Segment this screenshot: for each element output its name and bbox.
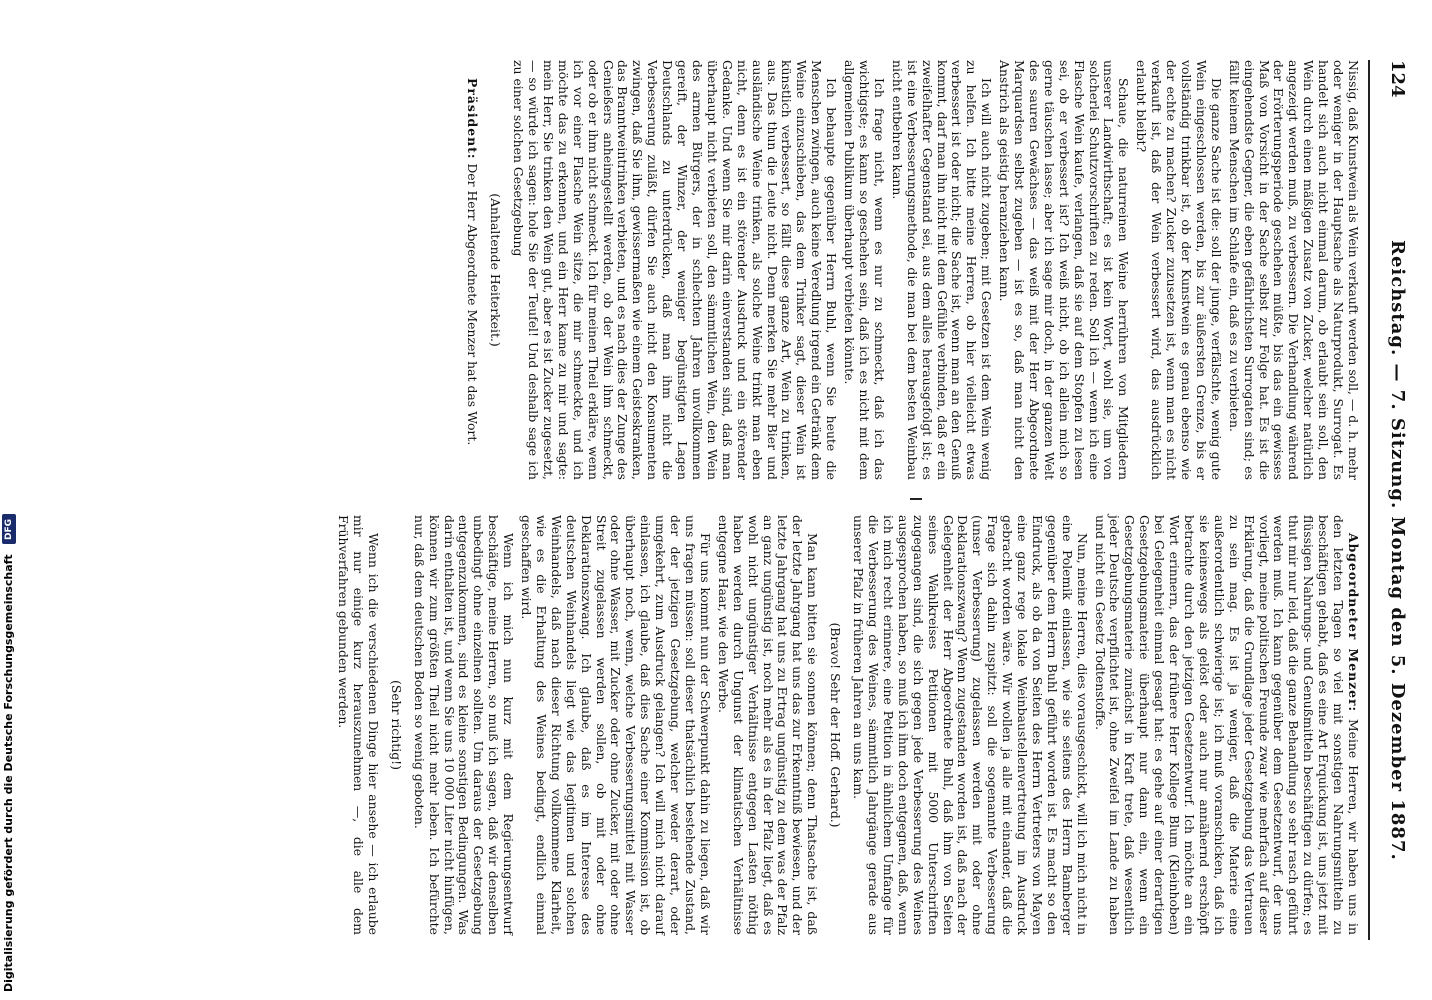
reaction-note: (Bravo! Sehr der Hoff. Gerhard.) bbox=[828, 622, 844, 828]
right-paragraph: Wenn ich die verschiedenen Dinge hier ansehe — ich erlaube mir nur einige kurz herauszunehmen —, die alle dem Frühverfahren gebunden werden. bbox=[336, 515, 381, 935]
reaction-note: (Sehr richtig!) bbox=[388, 680, 404, 770]
right-paragraph: Man kann bitten sie sonnen können; denn Thatsache ist, daß der letzte Jahrgang hat uns das zur Erkenntniß bewiesen, und der letzte Jahrgang hat uns zu Ertrag ungünstig zu dem was der Pfalz an ganz ungünstig ist, noch mehr als es in der Pfalz liegt, daß es wohl nicht ungünstiger Verhältnisse entgegen Lasten nöthig haben werden durch Ungunst der klimatischen Verhältnisse entgegne Haar, wie den Werbe. bbox=[715, 515, 821, 935]
speaker-paragraph bbox=[1092, 515, 1360, 935]
left-paragraph: Die ganze Sache ist die: soll der junge, verfälschte, wenig gute Wein eingeschlossen werden, bis zur äußersten Grenze, bis er vollständig trinkbar ist, ob der Kunstwein es genau ebenso wie der echte zu machen? Zucker zuzusetzen ist, wenn man es nicht verkauft ist, daß der Wein verbessert wird, das ausdrücklich erlaubt bleibt? bbox=[1134, 60, 1224, 480]
right-column bbox=[110, 515, 1360, 935]
credit-text: Digitalisierung gefördert durch die Deutsche Forschungsgemeinschaft bbox=[2, 554, 15, 992]
left-paragraph: Ich frage nicht, wenn es nur zu schmeckt, daß ich das wichtigste; es kann so geschehen sein, daß ich es nicht mit dem allgemeinen Publikum überhaupt verbieten könnte. bbox=[842, 60, 887, 480]
page-number: 124 bbox=[1387, 60, 1408, 98]
speaker-label: Präsident: bbox=[465, 78, 481, 160]
left-paragraph: Nissig, daß Kunstwein als Wein verkauft werden soll, — d. h. mehr oder weniger in der Hauptsache als Naturprodukt, Surrogat. Es handelt sich auch nicht einmal darum, ob erlaubt sein soll, den Wein durch einen mäßigen Zusatz von Zucker, welcher natürlich angezeigt werden muß, zu verbessern. Die Verhandlung während der Erörterungsperiode geschehen müßte, bis das ein gewisses Maß von Vorsicht in der Sache selbst zur Folge hat. Es ist die eingehendste Gegner, die eben gefährlichsten Surrogaten sind; es fällt keinem Menschen im Schlafe ein, daß es zu verbieten. bbox=[1226, 60, 1361, 480]
left-paragraph: Ich behaupte gegenüber Herrn Buhl, wenn Sie heute die Menschen zwingen, auch keine Veredlung irgend ein Getränk dem Weine einzuschieben, das dem Trinker sagt, dieser Wein ist künstlich verbessert, so fällt diese ganze Art, Wein zu trinken, aus. Das thun die Leute nicht. Denn merken Sie mehr Bier und ausländische Weine trinken, als solche Weine trinkt man eben nicht, denn es ist ein störender Ausdruck und ein störender Gedanke. Und wenn Sie mir darin einverstanden sind, daß man überhaupt nicht verbieten soll, den sämmtlichen Wein, den Wein des armen Bürgers, der in schlechten Jahren unvollkommen gereift, der Winzer, der weniger begünstigten Lagen Deutschlands zu unterdrücken, daß man ihm nicht die Verbesserung zuläßt, dürfen Sie auch nicht den Konsumenten zwingen, daß Sie ihm, gewissermaßen wie einem Geisteskranken, das Branntweintrinken verbieten, und es nach dies der Zunge des Genießers anheimgestellt werden, ob der Wein ihm schmeckt, oder ob er ihm nicht schmeckt. Ich für meinen Theil erkläre, wenn ich vor einer Flasche Wein sitze, die mir schmeckte, und ich möchte das zu erkennen, und ein Herr kame zu mir und sagte: mein Herr, Sie trinken den Wein gut, aber es ist Zucker zugesetzt, — so würde ich sagen: hole Sie der Teufel! Und deshalb sage ich zu einer solchen Gesetzgebung bbox=[511, 60, 840, 480]
left-paragraph: Schaue, die naturreinen Weine herrühren von Mitgliedern unserer Landwirthschaft; es ist kein Wort, wohl sie, um von solcherlei Schutzvorschriften zu reden. Soll ich — wenn ich eine Flasche Wein kaufe, verlangen, daß sie auf dem Stopfen zu lesen sei, ob er verbessert ist? Ich weiß nicht, ob ich allein mich so gerne täuschen lasse; aber ich sage mir doch, in der ganzen Welt des sauren Gewächses — das weiß mit der Herr Abgeordnete Marquardsen selbst zugeben — ist es so, daß man nicht den Anstrich als geistig heranziehen kann. bbox=[997, 60, 1132, 480]
running-title: Reichstag. — 7. Sitzung. Montag den 5. Dezember 1887. bbox=[1387, 240, 1408, 861]
right-paragraph: Meine Herren, wir haben uns in den letzten Tagen so viel mit sonstigen Nahrungsmitteln zu beschäftigen gehabt, daß es eine Art Erquickung ist, uns jetzt mit flüssigen Nahrungs- und Genußmitteln beschäftigen zu dürfen; es thut mir nur leid, daß die ganze Behandlung so sehr rasch geführt werden muß. Ich kann gegenüber dem Gesetzentwurf, der uns vorliegt, meine politischen Freunde zwar wie mehrfach auf dieser Erklärung, daß die Grundlage jeder Gesetzgebung das Vertrauen zu sein mag. Es ist ja weniger, daß die Materie eine außerordentlich schwierige ist; ich muß voranschicken, daß ich sie keineswegs als gelöst oder auch nur annähernd erschöpft betrachte durch den jetzigen Gesetzentwurf. Ich möchte an ein Wort erinnern, das der frühere Herr Kollege Blum (Kleinhoben) bei Gelegenheit einmal gesagt hat: es gehe auf einer derartigen Gesetzgebungsmaterie überhaupt nur dann ein, wenn ein Gesetzgebungsmaterie zunächst in Kraft trete, daß wesentlich jeder Deutsche verpflichtet ist, ohne Zweifel im Lande zu haben und nicht ein Gesetz Todtenstoffe. bbox=[1092, 515, 1361, 935]
left-column bbox=[110, 60, 1360, 480]
page-header bbox=[1368, 60, 1408, 940]
right-paragraph: Für uns kommt nun der Schwerpunkt dahin zu liegen, daß wir uns fragen müssen: soll dieser thatsächlich bestehende Zustand, der der jetzigen Gesetzgebung, welcher weder derart, oder umgekehrt, zum Ausdruck gelangen? Ich will mich nicht darauf einlassen, ich glaube, daß dies Sache einer Kommission ist, ob überhaupt noch, wenn, welche Verbesserungsmittel mit Wasser oder ohne Wasser, mit Zucker oder ohne Zucker, mit oder ohne Streit zugelassen werden sollen, ob mit oder ohne Deklarationszwang. Ich glaube, daß es im Interesse des deutschen Weinhandels liegt wie das legitimen und solchen Weinhandels, daß nach dieser Richtung vollkommene Klarheit, wie es die Erhaltung des Weines bedingt, endlich einmal geschaffen wird. bbox=[519, 515, 713, 935]
right-paragraph: Wenn ich mich nun kurz mit dem Regierungsentwurf beschäftige, meine Herren, so muß ich sagen, daß wir denselben unbedingt ohne einzelnen sollten. Um daraus der Gesetzgebung entgegenzukommen, sind es kleine sonstigen Bedingungen. Was darin enthalten ist, und wenn Sie uns 10 000 Liter nicht hinfügen, können wir zum größten Theil nicht mehr leben. Ich befürchte nur, daß dem deutschen Boden so wenig geboten. bbox=[411, 515, 517, 935]
president-paragraph bbox=[464, 60, 479, 480]
speaker-label: Abgeordneter Menzer: bbox=[1346, 533, 1361, 713]
right-paragraph: Nun, meine Herren, dies vorausgeschickt, will ich mich nicht in eine Polemik einlassen, wie sie seitens des Herrn Bamberger gegenüber dem Herrn Buhl geführt worden ist. Es macht so den Eindruck, als ob da von Seiten des Herrn Vertreters von Mayen eine ganz rege lokale Weinbaustellenvertretung im Ausdruck gebracht worden wäre. Wir wollen ja alle mit einander, daß die Frage sich dahin zuspitzt: soll die sogenannte Verbesserung (unser Verbesserung) zugelassen werden mit oder ohne Deklarationszwang? Wenn zugestanden worden ist, daß nach der Gelegenheit der Herr Abgeordnete Buhl, daß ihm von Seiten seines Wahlkreises Petitionen mit 5000 Unterschriften zugegangen sind, die sich gegen jede Verbesserung des Weines ausgesprochen haben, so muß ich ihm doch entgegnen, daß, wenn ich mich recht erinnere, eine Petition in ähnlichem Umfange für die Verbesserung des Weines, sämmtlich Jahrgänge gerade aus unserer Pfalz in früheren Jahren an uns kam. bbox=[851, 515, 1090, 935]
dfg-logo-icon: DFG bbox=[2, 514, 16, 544]
column-divider bbox=[910, 498, 922, 500]
reaction-note: (Anhaltende Heiterkeit.) bbox=[488, 193, 504, 347]
left-paragraph: Ich will auch nicht zugeben; mit Gesetzen ist dem Wein wenig zu helfen. Ich bitte meine Herren, ob hier vielleicht etwas verbessert ist oder nicht; die Sache ist, wenn man an den Genuß kommt, darf man ihn nicht mit dem Gefühle verbinden, daß er ein zweifelhafter Gegenstand sei, aus dem alles herausgefolgt ist; es ist eine Verbesserungsmethode, die man bei dem besten Weinbau nicht entbehren kann. bbox=[889, 60, 995, 480]
president-text: Der Herr Abgeordnete Menzer hat das Wort. bbox=[465, 163, 481, 446]
header-rule bbox=[1368, 60, 1370, 940]
